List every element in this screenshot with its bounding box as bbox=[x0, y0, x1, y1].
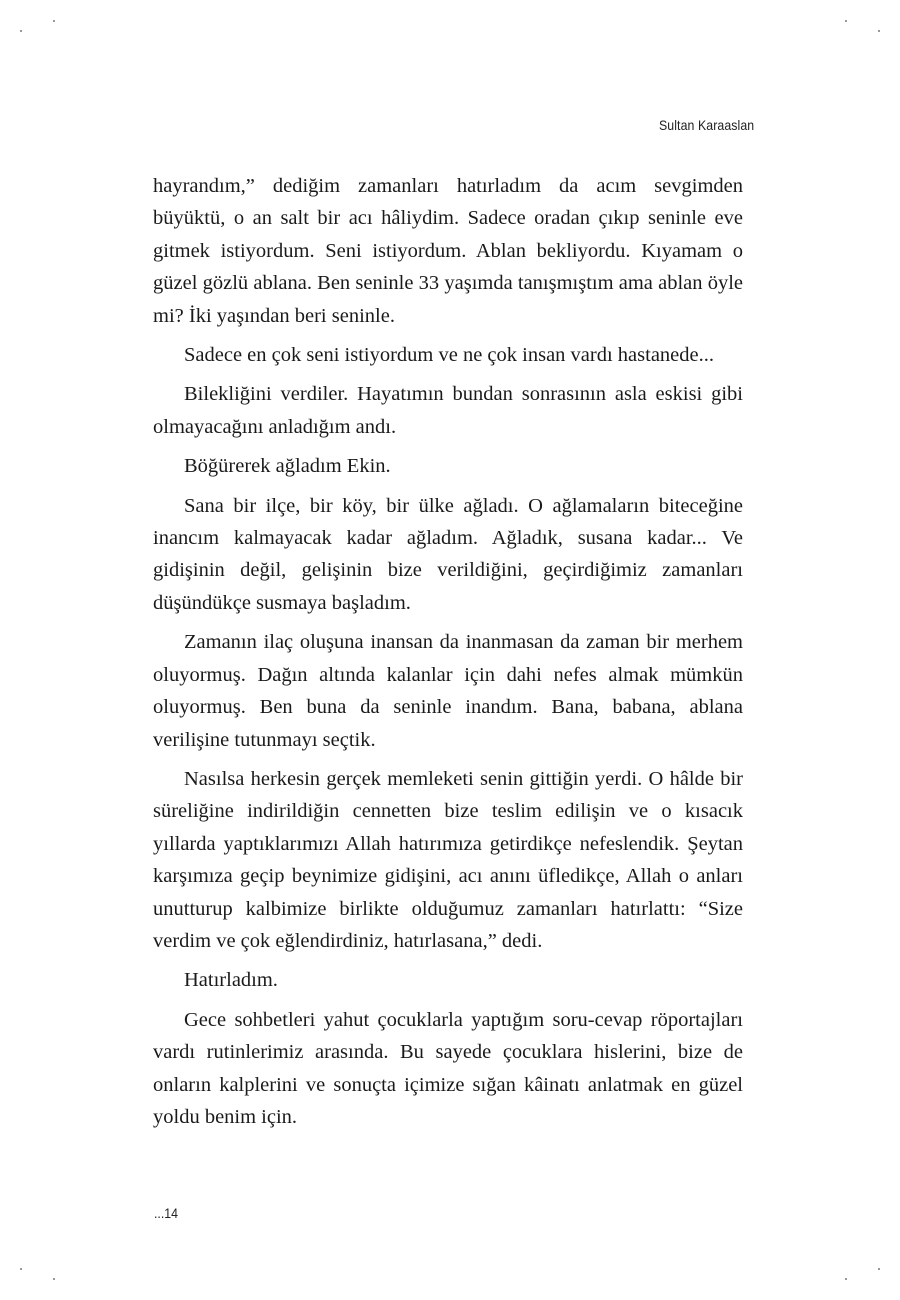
paragraph: Gece sohbetleri yahut çocuklarla yaptığım soru-cevap röportajları vardı rutinlerimiz arasında. Bu sayede çocuklara hislerini, bize de onların kalplerini ve sonuçta içimize sığan kâinatı anlatmak en güzel yoldu benim için. bbox=[153, 1008, 743, 1128]
running-head-author: Sultan Karaaslan bbox=[658, 117, 754, 133]
crop-mark bbox=[845, 20, 847, 22]
crop-mark bbox=[845, 1278, 847, 1280]
page-number: ...14 bbox=[154, 1205, 178, 1221]
crop-mark bbox=[878, 1268, 880, 1270]
crop-mark bbox=[878, 30, 880, 32]
paragraph: Nasılsa herkesin gerçek memleketi senin gittiğin yerdi. O hâlde bir süreliğine indirildiğin cennetten bize teslim edilişin ve o kısacık yıllarda yaptıklarımızı Allah hatırımıza getirdikçe nefeslendik. Şeytan karşımıza geçip beynimize gidişini, acı anını üfledikçe, Allah o anları unutturup kalbimize birlikte olduğumuz zamanları hatırlattı: “Size verdim ve çok eğlendirdiniz, hatırlasana,” dedi. bbox=[153, 767, 743, 952]
crop-mark bbox=[20, 1268, 22, 1270]
paragraph: Böğürerek ağladım Ekin. bbox=[184, 455, 391, 478]
crop-mark bbox=[20, 30, 22, 32]
paragraph: Hatırladım. bbox=[184, 969, 278, 992]
paragraph: Sadece en çok seni istiyordum ve ne çok insan vardı hastanede... bbox=[184, 344, 714, 367]
body-text bbox=[153, 170, 743, 1140]
paragraph: Zamanın ilaç oluşuna inansan da inanmasan da zaman bir merhem oluyormuş. Dağın altında kalanlar için dahi nefes almak mümkün oluyormuş. Ben buna da seninle inandım. Bana, babana, ablana verilişine tutunmayı seçtik. bbox=[153, 631, 743, 751]
paragraph: hayrandım,” dediğim zamanları hatırladım da acım sevgimden büyüktü, o an salt bir acı hâliydim. Sadece oradan çıkıp seninle eve gitmek istiyordum. Seni istiyordum. Ablan bekliyordu. Kıyamam o güzel gözlü ablana. Ben seninle 33 yaşımda tanışmıştım ama ablan öyle mi? İki yaşından beri seninle. bbox=[153, 175, 743, 327]
paragraph: Bilekliğini verdiler. Hayatımın bundan sonrasının asla eskisi gibi olmayacağını anladığım andı. bbox=[153, 383, 743, 438]
crop-mark bbox=[53, 1278, 55, 1280]
paragraph: Sana bir ilçe, bir köy, bir ülke ağladı. O ağlamaların biteceğine inancım kalmayacak kadar ağladım. Ağladık, susana kadar... Ve gidişinin değil, gelişinin bize verildiğini, geçirdiğimiz zamanları düşündükçe susmaya başladım. bbox=[153, 494, 743, 614]
crop-mark bbox=[53, 20, 55, 22]
